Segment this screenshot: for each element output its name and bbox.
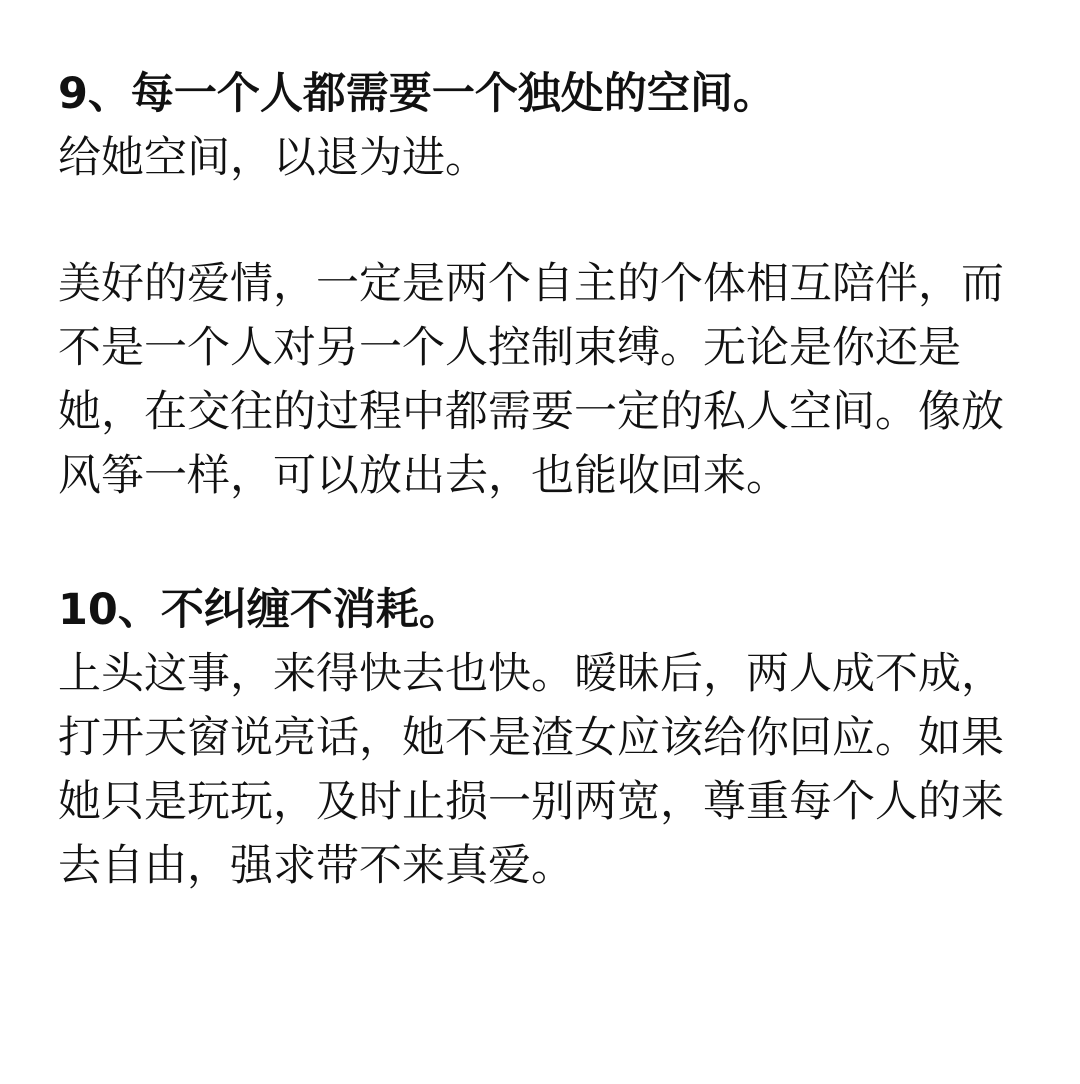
section-9-line-4: 她，在交往的过程中都需要一定的私人空间。像放 (58, 387, 1004, 437)
section-9-line-3: 不是一个人对另一个人控制束缚。无论是你还是 (58, 323, 961, 373)
article-content (58, 62, 1038, 898)
section-10-line-2: 打开天窗说亮话，她不是渣女应该给你回应。如果 (58, 713, 1004, 763)
section-10-line-4: 去自由，强求带不来真爱。 (58, 841, 574, 891)
section-9-line-5: 风筝一样，可以放出去，也能收回来。 (58, 451, 789, 501)
section-10-line-1: 上头这事，来得快去也快。暧昧后，两人成不成， (58, 649, 1004, 699)
section-10-line-3: 她只是玩玩，及时止损一别两宽，尊重每个人的来 (58, 777, 1004, 827)
section-10-heading: 10、不纠缠不消耗。 (58, 585, 462, 635)
paragraph-spacer (58, 190, 1038, 252)
section-9-heading: 9、每一个人都需要一个独处的空间。 (58, 69, 776, 119)
section-9-line-1: 给她空间，以退为进。 (58, 133, 488, 183)
section-spacer (58, 508, 1038, 578)
section-9-line-2: 美好的爱情，一定是两个自主的个体相互陪伴，而 (58, 259, 1004, 309)
